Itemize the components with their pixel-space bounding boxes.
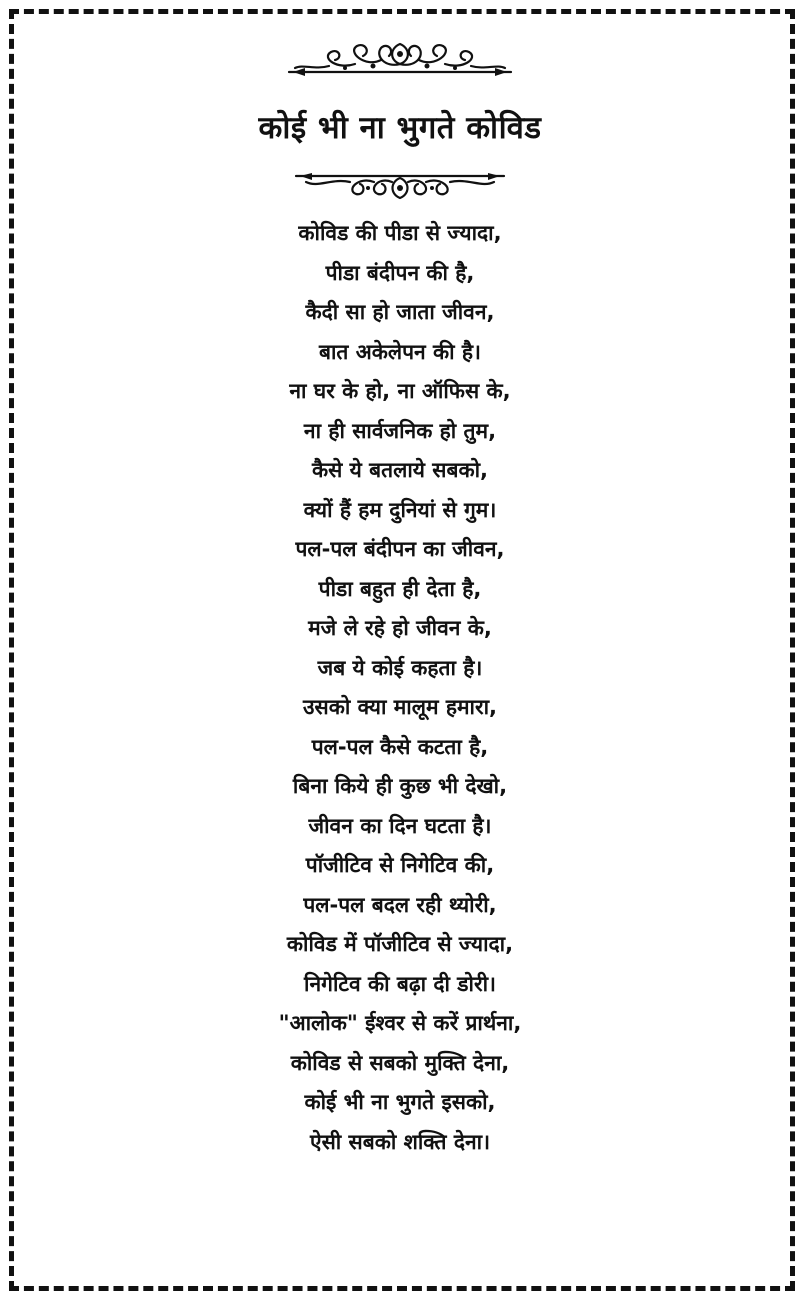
poem-line: बिना किये ही कुछ भी देखो, [292,774,508,798]
poem-line: मजे ले रहे हो जीवन के, [308,616,492,640]
poem-line: निगेटिव की बढ़ा दी डोरी। [304,971,496,996]
poem-line: पल-पल कैसे कटता है, [311,734,489,759]
poem-body [0,214,800,1162]
poem-line: पल-पल बंदीपन का जीवन, [295,537,505,561]
poem-line: कोई भी ना भुगते इसको, [304,1090,496,1114]
poem-line: पॉजीटिव से निगेटिव की, [305,853,495,877]
poem-line: जब ये कोई कहता है। [317,655,483,680]
poem-line: कोविड से सबको मुक्ति देना, [290,1050,510,1075]
poem-line: जीवन का दिन घटता है। [308,813,492,838]
poem-line: पीडा बंदीपन की है, [325,260,475,285]
poem-line: बात अकेलेपन की है। [318,339,481,364]
poem-line: कैदी सा हो जाता जीवन, [305,300,495,324]
flourish-divider-icon [285,38,515,78]
poem-line: उसको क्या मालूम हमारा, [302,695,497,719]
poem-line: कैसे ये बतलाये सबको, [312,458,488,482]
flourish-divider-icon [292,172,508,202]
poem-line: क्यों हैं हम दुनियां से गुम। [303,497,497,522]
poem-line: कोविड की पीडा से ज्यादा, [298,221,502,245]
page-title: कोई भी ना भुगते कोविड [258,110,542,146]
poem-line: ना ही सार्वजनिक हो तुम, [303,418,497,443]
poem-line: पीडा बहुत ही देता है, [318,576,482,601]
poem-line: कोविड में पॉजीटिव से ज्यादा, [286,932,514,956]
poem-line: "आलोक" ईश्वर से करें प्रार्थना, [278,1011,522,1035]
poem-line: ना घर के हो, ना ऑफिस के, [289,379,511,403]
poem-line: ऐसी सबको शक्ति देना। [309,1129,491,1154]
poem-line: पल-पल बदल रही थ्योरी, [303,892,497,917]
